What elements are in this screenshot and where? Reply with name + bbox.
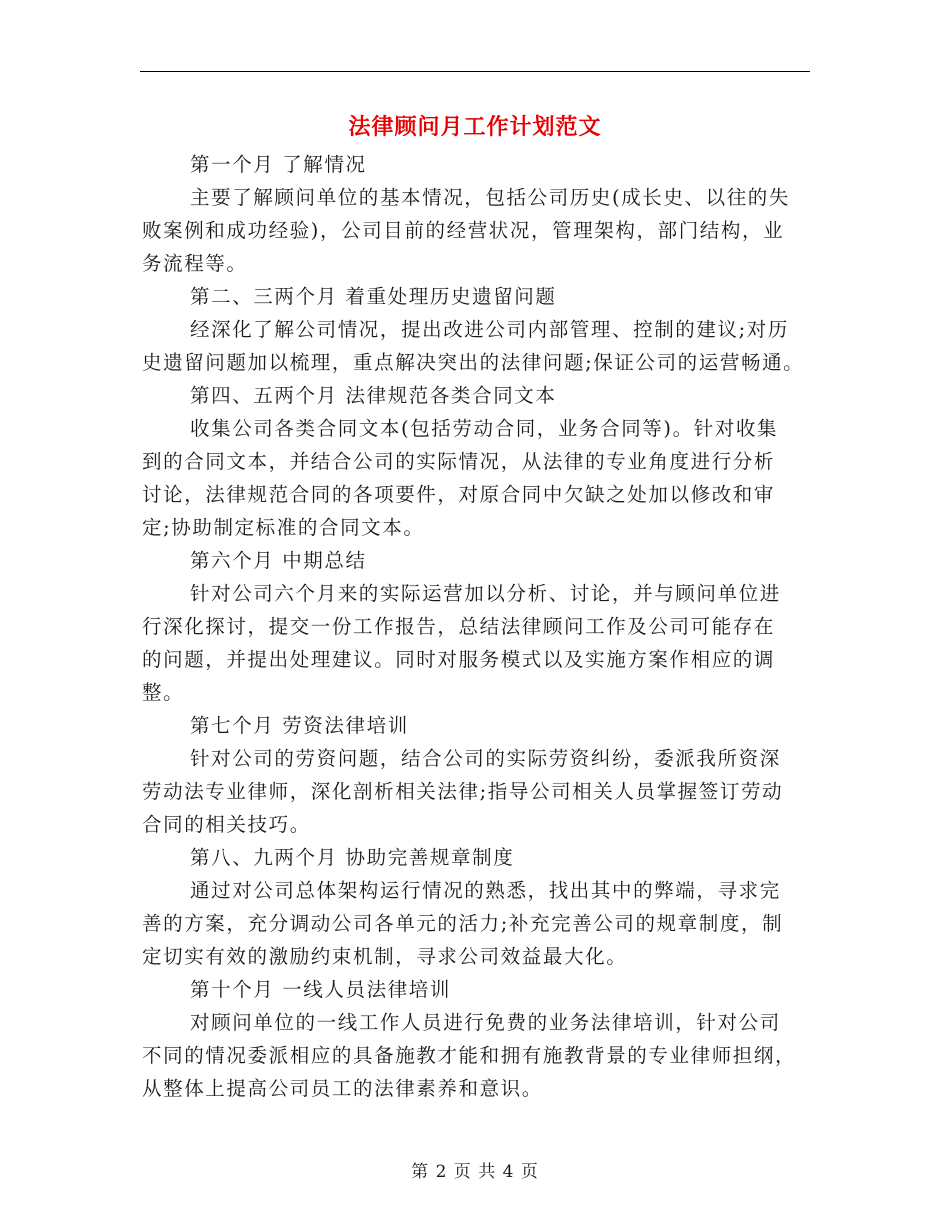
paragraph-line: 定;协助制定标准的合同文本。 xyxy=(142,516,425,539)
header-rule xyxy=(140,71,810,72)
paragraph-line: 到的合同文本，并结合公司的实际情况，从法律的专业角度进行分析 xyxy=(142,450,776,473)
section-heading-month-4-5: 第四、五两个月 法律规范各类合同文本 xyxy=(190,384,557,407)
paragraph-line: 善的方案，充分调动公司各单元的活力;补充完善公司的规章制度，制 xyxy=(142,912,784,935)
paragraph-line: 收集公司各类合同文本(包括劳动合同，业务合同等)。针对收集 xyxy=(190,417,779,440)
paragraph-line: 不同的情况委派相应的具备施教才能和拥有施教背景的专业律师担纲， xyxy=(142,1044,797,1067)
paragraph-line: 史遗留问题加以梳理，重点解决突出的法律问题;保证公司的运营畅通。 xyxy=(142,351,805,374)
paragraph-line: 合同的相关技巧。 xyxy=(142,813,311,836)
paragraph-line: 从整体上提高公司员工的法律素养和意识。 xyxy=(142,1077,543,1100)
paragraph-line: 劳动法专业律师，深化剖析相关法律;指导公司相关人员掌握签订劳动 xyxy=(142,780,784,803)
section-heading-month-7: 第七个月 劳资法律培训 xyxy=(190,714,409,737)
paragraph-line: 定切实有效的激励约束机制，寻求公司效益最大化。 xyxy=(142,945,628,968)
paragraph-line: 经深化了解公司情况，提出改进公司内部管理、控制的建议;对历 xyxy=(190,318,789,341)
section-heading-month-6: 第六个月 中期总结 xyxy=(190,549,367,572)
section-heading-month-10: 第十个月 一线人员法律培训 xyxy=(190,978,451,1001)
paragraph-line: 行深化探讨，提交一份工作报告，总结法律顾问工作及公司可能存在 xyxy=(142,615,776,638)
paragraph-line: 对顾问单位的一线工作人员进行免费的业务法律培训，针对公司 xyxy=(190,1011,781,1034)
section-heading-month-1: 第一个月 了解情况 xyxy=(190,153,367,176)
paragraph-line: 务流程等。 xyxy=(142,252,248,275)
paragraph-line: 针对公司的劳资问题，结合公司的实际劳资纠纷，委派我所资深 xyxy=(190,747,781,770)
paragraph-line: 的问题，并提出处理建议。同时对服务模式以及实施方案作相应的调 xyxy=(142,648,776,671)
section-heading-month-8-9: 第八、九两个月 协助完善规章制度 xyxy=(190,846,515,869)
paragraph-line: 整。 xyxy=(142,681,185,704)
document-title: 法律顾问月工作计划范文 xyxy=(348,115,602,140)
page-number-footer: 第 2 页 共 4 页 xyxy=(411,1162,539,1182)
paragraph-line: 败案例和成功经验)，公司目前的经营状况，管理架构，部门结构，业 xyxy=(142,219,785,242)
paragraph-line: 通过对公司总体架构运行情况的熟悉，找出其中的弊端，寻求完 xyxy=(190,879,781,902)
paragraph-line: 主要了解顾问单位的基本情况，包括公司历史(成长史、以往的失 xyxy=(190,186,791,209)
paragraph-line: 针对公司六个月来的实际运营加以分析、讨论，并与顾问单位进 xyxy=(190,582,781,605)
section-heading-month-2-3: 第二、三两个月 着重处理历史遗留问题 xyxy=(190,285,557,308)
paragraph-line: 讨论，法律规范合同的各项要件，对原合同中欠缺之处加以修改和审 xyxy=(142,483,776,506)
